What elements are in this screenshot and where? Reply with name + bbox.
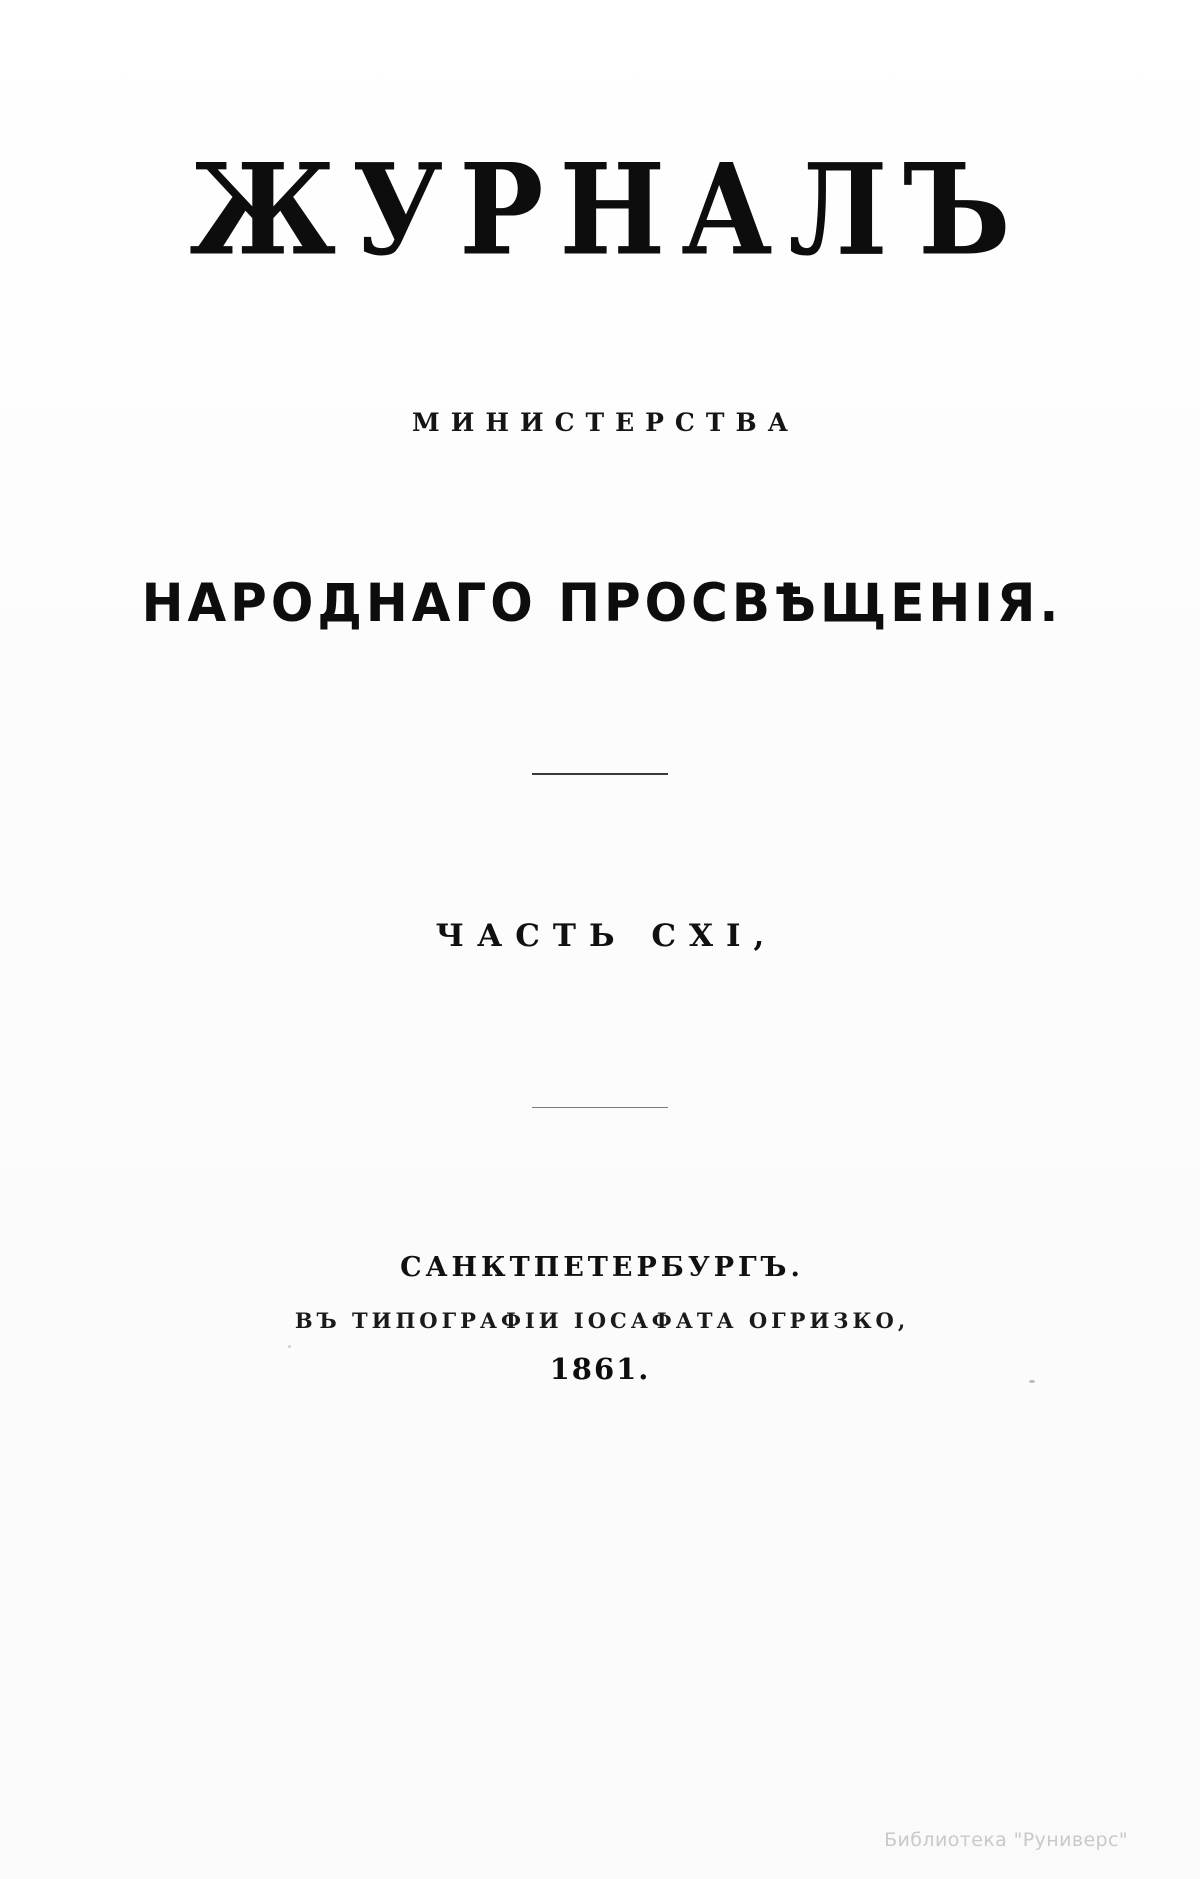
imprint-city: САНКТПЕТЕРБУРГЪ. [400,1252,804,1283]
scan-speck [288,1345,291,1348]
divider-rule-lower [532,1107,668,1108]
subtitle-education: НАРОДНАГО ПРОСВѢЩЕНІЯ. [141,572,1063,634]
page-title: ЖУРНАЛЪ [189,136,1027,284]
library-watermark: Библиотека "Руниверс" [884,1829,1128,1851]
imprint-year: 1861. [549,1352,651,1386]
subtitle-ministry: МИНИСТЕРСТВА [412,408,799,437]
divider-rule-upper [532,773,668,775]
imprint-printer: ВЪ ТИПОГРАФІИ ІОСАФАТА ОГРИЗКО, [294,1308,910,1333]
scan-speck [1029,1380,1035,1383]
volume-part-label: ЧАСТЬ CXI, [435,918,778,954]
